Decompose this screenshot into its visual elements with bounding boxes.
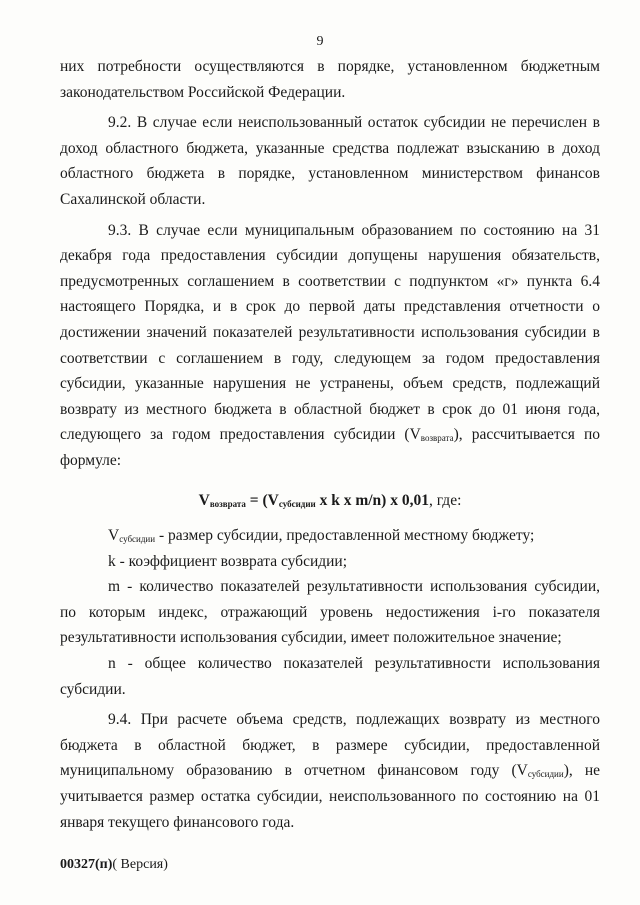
version-label: ( Версия) bbox=[112, 857, 168, 872]
paragraph-9-3 bbox=[60, 218, 600, 474]
definition-n: n - общее количество показателей результативности использования субсидии. bbox=[60, 655, 600, 698]
document-footer bbox=[60, 857, 168, 873]
definition-sub-subsidii: субсидии bbox=[119, 534, 156, 545]
definition-m: m - количество показателей результативности использования субсидии, по которым индекс, отражающий уровень недостижения i-го показателя результативности использования субсидии, имеет положительное значение; bbox=[60, 578, 600, 647]
formula: $V_{возврата} = (V_{субсидии}$ x k x m/n) x 0,01, где: bbox=[198, 491, 462, 509]
paragraph-9-2: 9.2. В случае если неиспользованный остаток субсидии не перечислен в доход областного бюджета, указанные средства подлежат взысканию в доход областного бюджета в порядке, установленном министерством финансов Сахалинской области. bbox=[60, 114, 600, 208]
formula-sub-subsidii: субсидии bbox=[278, 498, 316, 509]
paragraph-9-4-sub-subsidii: субсидии bbox=[527, 769, 564, 780]
definition-k: k - коэффициент возврата субсидии; bbox=[108, 552, 348, 570]
document-body bbox=[60, 54, 600, 835]
paragraph-continuation: них потребности осуществляются в порядке, установленном бюджетным законодательством Российской Федерации. bbox=[60, 58, 600, 101]
paragraph-9-3-tail: ), рассчитывается по формуле: bbox=[60, 426, 600, 469]
page-number: 9 bbox=[316, 34, 324, 49]
paragraph-9-4: 9.4. При расчете объема средств, подлежащих возврату из местного бюджета в областной бюджет, в размере субсидии, предоставленной муниципальному образованию в отчетном финансовом году $(V_{субсидии})$, не учитывается размер остатка субсидии, неиспользованного по состоянию на 01 января текущего финансового года. bbox=[60, 711, 601, 831]
document-code: 00327(п) bbox=[60, 857, 113, 872]
definition-v-subsidii: $V_{субсидии}$ - размер субсидии, предоставленной местному бюджету; bbox=[108, 527, 535, 545]
subscript-vozvrata: возврата bbox=[420, 433, 454, 444]
paragraph-9-3-text: 9.3. В случае если муниципальным образованием по состоянию на 31 декабря года предоставления субсидии допущены нарушения обязательств, предусмотренных соглашением в соответствии с подпунктом «г» пункта 6.4 настоящего Порядка, и в срок до первой даты представления отчетности о достижении значений показателей результативности использования субсидии в соответствии с соглашением в году, следующем за годом предоставления субсидии, указанные нарушения не устранены, объем средств, подлежащий возврату из местного бюджета в областной бюджет в срок до 01 июня года, следующего за годом предоставления субсидии (V bbox=[60, 221, 600, 444]
formula-sub-vozvrata: возврата bbox=[209, 498, 246, 509]
